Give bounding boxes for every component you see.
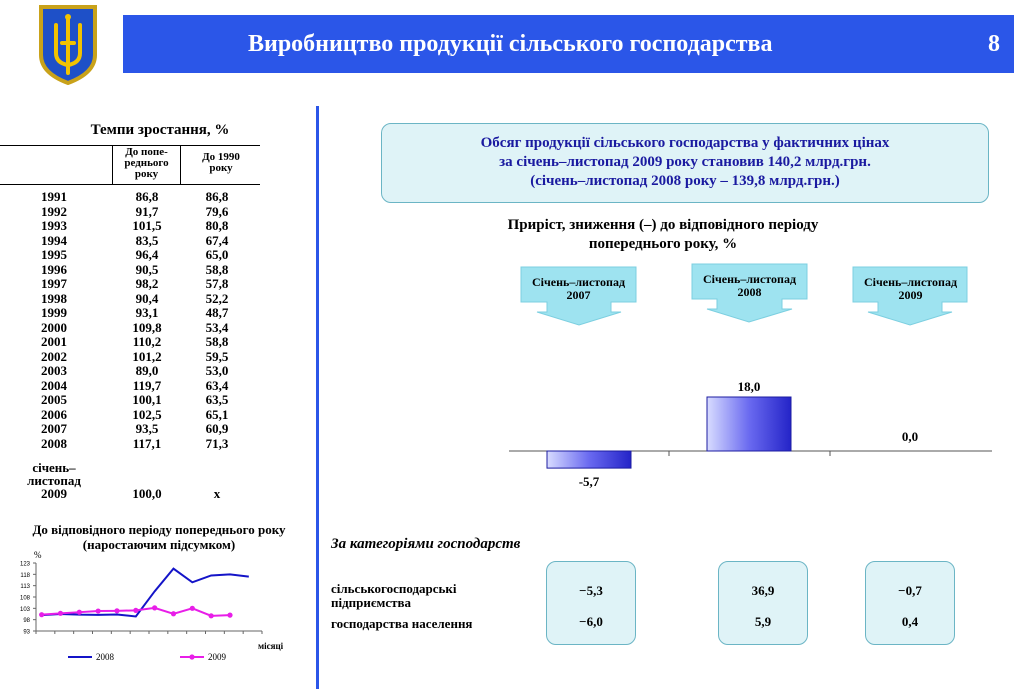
table-cell-prev: 89,0 xyxy=(135,363,159,378)
table-cell-base: 63,4 xyxy=(205,377,229,393)
table-row xyxy=(0,263,260,278)
table-row xyxy=(0,437,260,452)
table-header-prev-year: До попе- реднього року xyxy=(124,146,169,180)
table-cell-prev: 110,2 xyxy=(132,334,162,349)
categories-title: За категоріями господарств xyxy=(331,536,521,552)
table-cell-base: 63,5 xyxy=(205,392,229,407)
table-rule-header xyxy=(0,184,260,185)
table-cell-year: 2002 xyxy=(41,348,67,364)
table-row xyxy=(0,205,260,220)
line-chart xyxy=(0,545,312,667)
table-cell-year: 1993 xyxy=(41,218,67,233)
table-cell-prev: 117,1 xyxy=(132,435,162,451)
line-point xyxy=(133,608,138,613)
period-label-line: Січень–листопад xyxy=(702,272,797,286)
growth-chart-title xyxy=(448,216,878,254)
period-label-2008 xyxy=(692,273,807,299)
table-row xyxy=(0,350,260,365)
table-row xyxy=(0,487,260,502)
table-cell-prev: 101,5 xyxy=(132,218,162,233)
table-cell-prev: 119,7 xyxy=(132,377,162,393)
coat-of-arms-logo xyxy=(37,3,99,85)
table-row xyxy=(0,379,260,394)
period-label-2007 xyxy=(521,276,636,302)
table-cell-base: 80,8 xyxy=(205,218,229,233)
table-cell-prev: 96,4 xyxy=(135,247,159,262)
table-cell-base: 67,4 xyxy=(205,232,229,248)
table-cell-year: січень– xyxy=(32,460,76,475)
table-cell-year: 1992 xyxy=(41,203,67,219)
table-cell-base: 48,7 xyxy=(205,305,229,320)
table-cell-base: 65,0 xyxy=(205,247,229,262)
bar-value-label: 18,0 xyxy=(737,379,761,394)
table-cell-year: 1996 xyxy=(41,261,67,277)
table-cell-prev: 86,8 xyxy=(135,189,159,204)
table-cell-year: 1999 xyxy=(41,305,67,320)
bar-value-label: 0,0 xyxy=(901,429,919,444)
table-cell-year: 2008 xyxy=(41,435,67,451)
line-point xyxy=(77,610,82,615)
table-row xyxy=(0,248,260,263)
table-cell-year: 2009 xyxy=(41,486,67,501)
info-box xyxy=(381,123,989,203)
table-row xyxy=(0,364,260,379)
line-chart-y-tick-label: 103 xyxy=(19,606,30,613)
table-cell-base: 57,8 xyxy=(205,276,229,291)
table-cell-year: 1998 xyxy=(41,290,67,306)
table-cell-prev: 101,2 xyxy=(132,348,162,364)
line-chart-y-tick-label: 123 xyxy=(19,561,30,568)
bar xyxy=(547,451,631,468)
category-value-households: 0,4 xyxy=(901,614,919,629)
table-cell-prev: 83,5 xyxy=(135,232,159,248)
line-point xyxy=(171,611,176,616)
line-chart-title-text: До відповідного періоду попереднього року (наростаючим підсумком) xyxy=(32,522,286,552)
table-row xyxy=(0,219,260,234)
table-cell-prev: 93,5 xyxy=(135,421,159,436)
table-cell-prev: 90,4 xyxy=(135,290,159,306)
table-cell-prev: 102,5 xyxy=(132,406,162,422)
line-point xyxy=(209,613,214,618)
table-cell-base: 52,2 xyxy=(205,290,229,306)
info-line-2: за січень–листопад 2009 року становив 140,2 млрд.грн. xyxy=(499,154,871,170)
table-cell-prev: 109,8 xyxy=(132,319,162,335)
page-number: 8 xyxy=(988,31,1000,57)
category-box-2009 xyxy=(865,561,955,645)
table-row xyxy=(0,393,260,408)
table-cell-year: 2007 xyxy=(41,421,67,436)
bar-value-label: -5,7 xyxy=(578,474,600,490)
line-point xyxy=(152,605,157,610)
table-cell-base: 53,4 xyxy=(205,319,229,335)
table-cell-year: 1995 xyxy=(41,247,67,262)
line-chart-x-label: місяці xyxy=(258,641,284,651)
growth-table-title: Темпи зростання, % xyxy=(90,122,230,138)
table-cell-base: 79,6 xyxy=(205,203,229,219)
table-row xyxy=(0,408,260,423)
line-point xyxy=(96,608,101,613)
legend-label: 2008 xyxy=(96,652,114,662)
page-title: Виробництво продукції сільського господарства xyxy=(248,31,773,57)
table-cell-year: 2000 xyxy=(41,319,67,335)
category-label-households: господарства населення xyxy=(331,616,473,631)
table-cell-prev: 90,5 xyxy=(135,261,159,277)
table-cell-year: 2003 xyxy=(41,363,67,378)
table-cell-year: 2006 xyxy=(41,406,67,422)
growth-chart-title-line-1: Приріст, зниження (–) до відповідного періоду xyxy=(507,217,819,233)
period-label-year: 2008 xyxy=(737,285,762,299)
category-label-line: підприємства xyxy=(331,595,412,610)
table-cell-prev: 93,1 xyxy=(135,305,159,320)
line-chart-y-tick-label: 93 xyxy=(23,629,30,636)
table-row xyxy=(0,321,260,336)
period-label-year: 2007 xyxy=(566,288,591,302)
table-cell-base: 65,1 xyxy=(205,406,229,422)
line-chart-y-tick-label: 98 xyxy=(23,618,30,625)
info-line-3: (січень–листопад 2008 року – 139,8 млрд.грн.) xyxy=(530,173,840,189)
line-point xyxy=(58,611,63,616)
table-cell-year: 1991 xyxy=(41,189,67,204)
table-row xyxy=(0,292,260,307)
table-cell-base: 86,8 xyxy=(205,189,229,204)
table-cell-base: 58,8 xyxy=(205,334,229,349)
table-header-1990: До 1990 року xyxy=(202,151,240,174)
category-label-enterprises xyxy=(331,582,457,610)
category-label-line: сільськогосподарські xyxy=(331,581,457,596)
table-row xyxy=(0,277,260,292)
table-row xyxy=(0,335,260,350)
table-row xyxy=(0,234,260,249)
table-row xyxy=(0,422,260,437)
category-value-enterprises: −5,3 xyxy=(579,583,603,598)
line-point xyxy=(39,612,44,617)
period-label-line: Січень–листопад xyxy=(863,275,958,289)
table-cell-prev: 100,1 xyxy=(132,392,162,407)
line-chart-y-label: % xyxy=(34,550,42,560)
period-label-year: 2009 xyxy=(898,288,923,302)
table-cell-prev: 91,7 xyxy=(135,203,159,219)
bar-chart xyxy=(500,360,1000,500)
vertical-divider xyxy=(316,106,319,689)
line-chart-y-tick-label: 113 xyxy=(20,584,30,591)
category-box-2008 xyxy=(718,561,808,645)
growth-chart-title-line-2: попереднього року, % xyxy=(588,236,738,252)
category-value-enterprises: −0,7 xyxy=(898,583,922,598)
line-chart-y-tick-label: 108 xyxy=(19,595,30,602)
table-cell-year: 1994 xyxy=(41,232,67,248)
info-line-1: Обсяг продукції сільського господарства у фактичних цінах xyxy=(480,135,890,151)
period-label-line: Січень–листопад xyxy=(531,275,626,289)
category-value-enterprises: 36,9 xyxy=(751,583,775,598)
table-cell-base: х xyxy=(213,486,221,501)
table-cell-base: 71,3 xyxy=(205,435,229,451)
period-label-2009 xyxy=(853,276,968,302)
table-cell-year: 2004 xyxy=(41,377,67,393)
line-point xyxy=(114,608,119,613)
category-value-households: −6,0 xyxy=(579,614,603,629)
category-value-households: 5,9 xyxy=(754,614,772,629)
line-point xyxy=(190,606,195,611)
bar xyxy=(707,397,791,451)
table-cell-prev: 98,2 xyxy=(135,276,159,291)
table-row xyxy=(0,190,260,205)
table-cell-year: 2001 xyxy=(41,334,67,349)
table-cell-base: 58,8 xyxy=(205,261,229,277)
table-cell-year: листопад xyxy=(27,473,81,488)
table-cell-year: 1997 xyxy=(41,276,67,291)
table-cell-base: 59,5 xyxy=(205,348,229,364)
category-box-2007 xyxy=(546,561,636,645)
line-chart-y-tick-label: 118 xyxy=(20,572,30,579)
legend-label: 2009 xyxy=(208,652,226,662)
legend-marker xyxy=(189,654,194,659)
table-cell-year: 2005 xyxy=(41,392,67,407)
table-cell-base: 60,9 xyxy=(205,421,229,436)
table-cell-prev: 100,0 xyxy=(132,486,162,501)
table-row xyxy=(0,306,260,321)
line-point xyxy=(227,613,232,618)
table-cell-base: 53,0 xyxy=(205,363,229,378)
